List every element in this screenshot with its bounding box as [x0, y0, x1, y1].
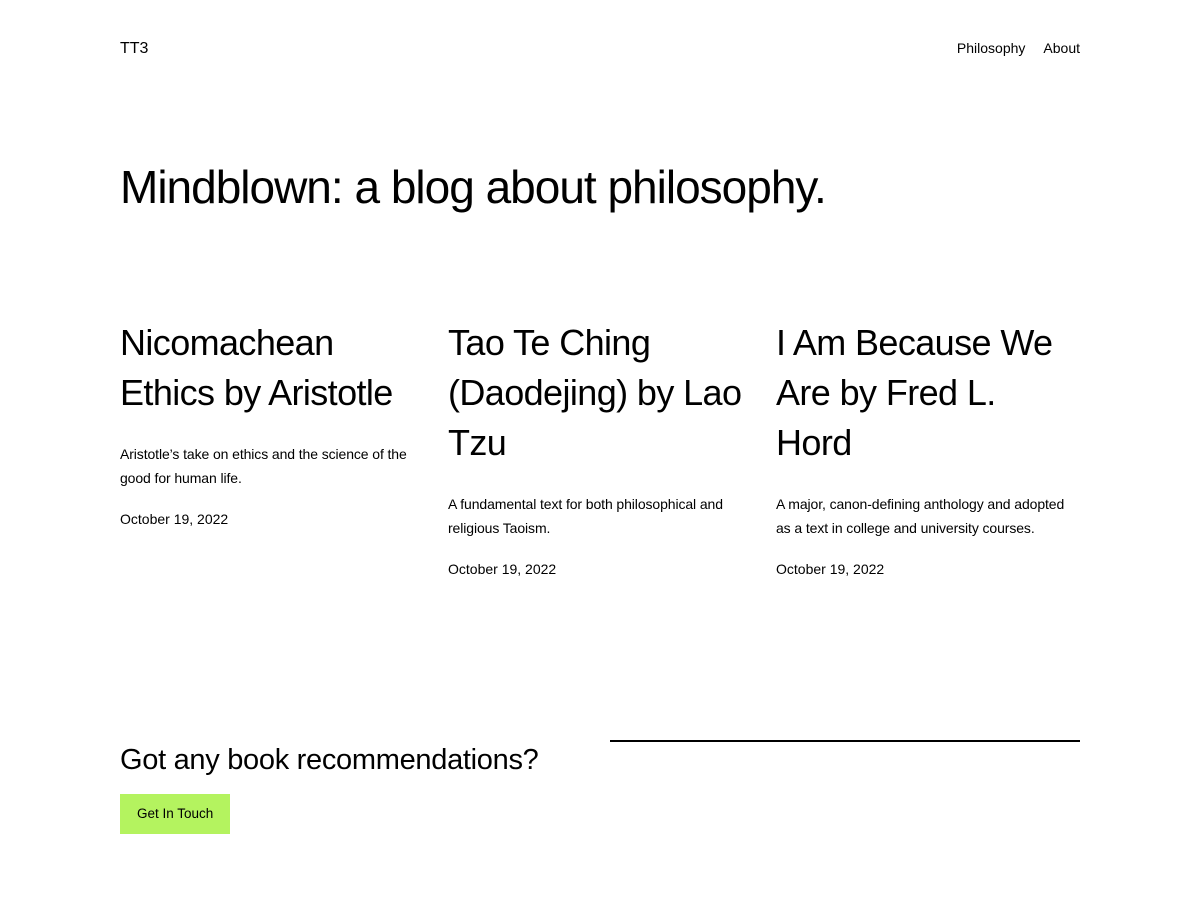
site-header: [120, 0, 1080, 57]
post-card: [448, 318, 752, 581]
post-excerpt: A fundamental text for both philosophical and religious Taoism.: [448, 496, 723, 537]
posts-grid: [120, 318, 1080, 581]
post-date: October 19, 2022: [448, 561, 557, 578]
post-title-link[interactable]: Nicomachean Ethics by Aristotle: [120, 322, 393, 414]
post-excerpt: Aristotle’s take on ethics and the science of the good for human life.: [120, 446, 407, 487]
cta-heading: Got any book recommendations?: [120, 744, 539, 777]
site-nav: [957, 40, 1080, 57]
nav-link-philosophy[interactable]: Philosophy: [956, 40, 1026, 56]
post-card: [776, 318, 1080, 581]
nav-link-about[interactable]: About: [1043, 40, 1080, 56]
post-excerpt: A major, canon-defining anthology and adopted as a text in college and university courses.: [776, 496, 1065, 537]
post-date: October 19, 2022: [120, 511, 229, 528]
cta-section: [120, 740, 1080, 834]
main-content: [120, 163, 1080, 834]
get-in-touch-button[interactable]: Get In Touch: [120, 794, 230, 834]
post-card: [120, 318, 424, 581]
site-title-link[interactable]: TT3: [120, 40, 149, 57]
page-title: Mindblown: a blog about philosophy.: [120, 161, 826, 213]
post-title-link[interactable]: Tao Te Ching (Daodejing) by Lao Tzu: [448, 322, 742, 464]
post-title-link[interactable]: I Am Because We Are by Fred L. Hord: [776, 322, 1053, 464]
post-date: October 19, 2022: [776, 561, 885, 578]
separator: [610, 740, 1080, 742]
